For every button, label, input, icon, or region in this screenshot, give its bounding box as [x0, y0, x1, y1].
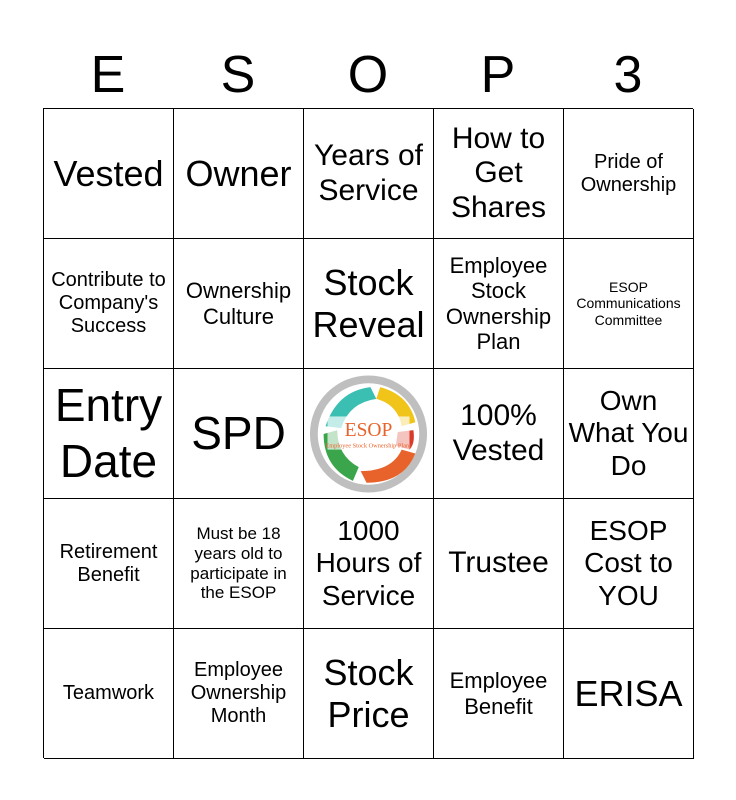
header-letter-o: O [347, 46, 389, 104]
bingo-cell[interactable]: How to Get Shares [434, 109, 564, 239]
bingo-cell[interactable]: Pride of Ownership [564, 109, 694, 239]
esop-logo [308, 372, 429, 496]
bingo-cell[interactable]: Entry Date [44, 369, 174, 499]
bingo-cell[interactable]: Employee Stock Ownership Plan [434, 239, 564, 369]
bingo-cell[interactable]: Contribute to Company's Success [44, 239, 174, 369]
bingo-cell[interactable]: Retirement Benefit [44, 499, 174, 629]
bingo-cell[interactable]: ESOP Communications Committee [564, 239, 694, 369]
bingo-cell[interactable]: Trustee [434, 499, 564, 629]
bingo-cell[interactable]: 100% Vested [434, 369, 564, 499]
bingo-cell[interactable]: Must be 18 years old to participate in the ESOP [174, 499, 304, 629]
bingo-cell[interactable]: Employee Ownership Month [174, 629, 304, 759]
bingo-cell[interactable]: ERISA [564, 629, 694, 759]
bingo-cell[interactable]: Stock Price [304, 629, 434, 759]
header-letter-e: E [90, 46, 126, 104]
bingo-cell[interactable]: Ownership Culture [174, 239, 304, 369]
header-letter-3: 3 [613, 46, 643, 104]
bingo-board [43, 108, 693, 758]
bingo-cell[interactable]: SPD [174, 369, 304, 499]
bingo-cell[interactable]: Employee Benefit [434, 629, 564, 759]
bingo-cell[interactable]: Stock Reveal [304, 239, 434, 369]
logo-subtitle: Employee Stock Ownership Plans [325, 442, 412, 450]
logo-title: ESOP [344, 419, 393, 441]
header-letter-p: P [480, 46, 516, 104]
bingo-cell[interactable]: Teamwork [44, 629, 174, 759]
header-letter-s: S [220, 46, 256, 104]
bingo-header [43, 42, 693, 108]
bingo-cell[interactable]: 1000 Hours of Service [304, 499, 434, 629]
bingo-cell[interactable]: ESOP Cost to YOU [564, 499, 694, 629]
bingo-cell[interactable]: Vested [44, 109, 174, 239]
bingo-cell[interactable]: Own What You Do [564, 369, 694, 499]
bingo-cell[interactable]: Years of Service [304, 109, 434, 239]
bingo-cell[interactable]: Owner [174, 109, 304, 239]
free-space-cell[interactable] [304, 369, 434, 499]
